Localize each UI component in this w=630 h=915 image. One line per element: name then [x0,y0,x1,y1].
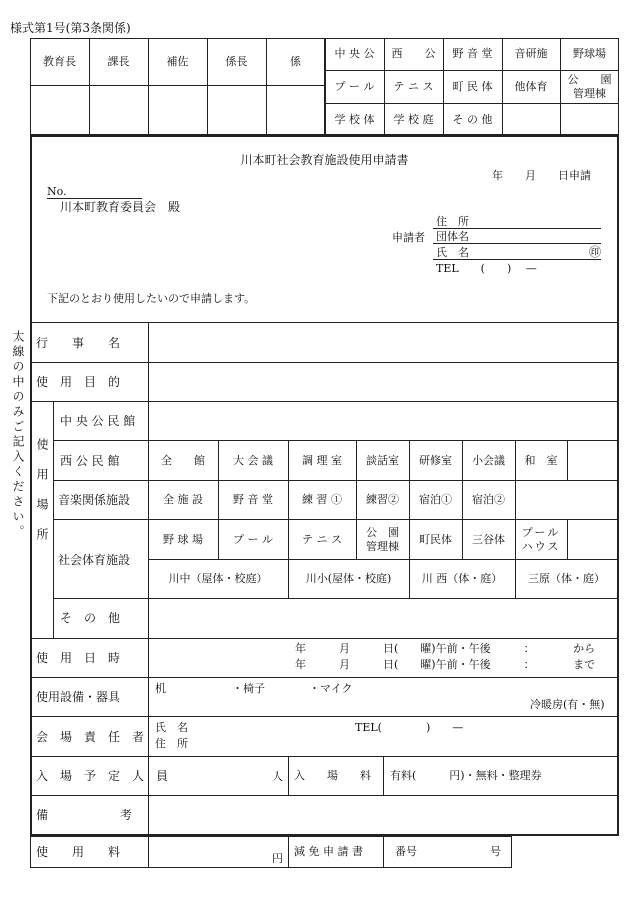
room-option[interactable]: 大 会 議 [233,454,273,467]
sports-option[interactable]: プール ハウス [521,526,561,553]
facility-cell: テ ニ ス [393,80,434,93]
manager-tel[interactable]: TEL( ) — [355,721,464,734]
facility-cell: 他体育 [514,80,548,93]
room-option[interactable]: 全 館 [161,454,205,467]
sports-option[interactable]: 町民体 [419,533,452,546]
attendees-label: 入 場 予 定 人 員 [36,769,169,783]
school-option[interactable]: 三原（体・庭） [528,572,605,585]
central-hall-field[interactable] [149,402,617,439]
waiver-label: 減 免 申 請 書 [294,845,363,858]
school-option[interactable]: 川中（屋体・校庭） [168,572,268,585]
fee-field[interactable] [149,837,287,867]
sports-option[interactable]: テ ニ ス [302,533,342,546]
applicant-name-field[interactable] [433,259,601,260]
facility-cell: 中 央 公 [334,47,375,60]
manager-name-label: 氏 名 [155,721,188,734]
record-number[interactable]: No. [47,185,67,198]
equipment-label: 使用設備・器具 [36,690,121,704]
place-label: 使用場所 [35,438,49,558]
sports-facility-label: 社会体育施設 [58,553,131,567]
school-option[interactable]: 川 西（体・庭） [421,572,503,585]
fee-unit: 円 [272,852,283,865]
other-place-label: そ の 他 [60,611,121,625]
facility-cell: 野 音 堂 [452,47,493,60]
room-option[interactable]: 宿泊② [472,493,505,506]
room-option[interactable]: 研修室 [419,454,452,467]
manager-label: 会 場 責 任 者 [36,730,145,744]
date-from[interactable]: 年 月 日( 曜)午前・午後 ： から [295,642,596,655]
facility-cell: プ ー ル [334,80,375,93]
central-hall-label: 中 央 公 民 館 [60,414,136,428]
apply-date[interactable]: 年 月 日申請 [492,169,591,182]
facility-cell: 音研施 [514,47,548,60]
facility-cell: 学 校 体 [334,113,375,126]
applicant-address-label: 住 所 [436,215,469,228]
approval-header: 係長 [225,55,248,68]
music-facility-label: 音楽関係施設 [58,493,131,507]
addressee: 川本町教育委員会 殿 [60,200,181,214]
date-to[interactable]: 年 月 日( 曜)午前・午後 ： まで [295,658,596,671]
event-name-label: 行 事 名 [36,336,121,350]
equipment-items[interactable]: 机 ・椅子 ・マイク [155,682,353,695]
sports-option[interactable]: プ ー ル [233,533,273,546]
aircon-option[interactable]: 冷暖房(有・無) [530,698,605,711]
other-place-field[interactable] [149,599,617,637]
form-title: 川本町社会教育施設使用申請書 [240,153,409,167]
waiver-number-unit: 号 [490,845,501,858]
applicant-label: 申請者 [392,231,425,244]
room-option[interactable]: 談話室 [366,454,399,467]
waiver-number-label: 番号 [395,845,417,858]
approval-header: 係 [290,55,301,68]
room-option[interactable]: 野 音 堂 [233,493,273,506]
room-option[interactable]: 練 習 ① [302,493,342,506]
manager-address-label: 住 所 [155,737,188,750]
school-option[interactable]: 川小(屋体・校庭) [305,572,392,585]
approval-header: 課長 [107,55,130,68]
applicant-group-label: 団体名 [436,230,469,243]
purpose-field[interactable] [149,363,617,400]
request-sentence: 下記のとおり使用したいので申請します。 [47,292,256,305]
facility-cell: 公 園 管理棟 [567,73,612,100]
entry-fee-options[interactable]: 有料( 円)・無料・整理券 [390,769,542,782]
facility-cell: 町 民 体 [452,80,493,93]
west-hall-label: 西 公 民 館 [60,454,120,468]
room-option[interactable]: 小会議 [472,454,505,467]
applicant-tel[interactable]: TEL ( ) — [436,262,537,275]
applicant-group-field[interactable] [433,243,601,244]
side-note: 太線の中のみご記入ください。 [11,330,25,540]
entry-fee-label: 入 場 料 [294,769,371,782]
room-option[interactable]: 練習② [366,493,399,506]
purpose-label: 使 用 目 的 [36,375,121,389]
applicant-address-field[interactable] [433,228,601,229]
facility-cell: 西 公 [391,47,436,60]
room-option[interactable]: 和 室 [524,454,558,467]
approval-header: 補佐 [166,55,189,68]
seal-mark: ㊞ [589,245,602,259]
approval-header: 教育長 [43,55,76,68]
remarks-label: 備 考 [36,808,133,822]
sports-option[interactable]: 三谷体 [472,533,505,546]
applicant-name-label: 氏 名 [436,246,469,259]
facility-cell: そ の 他 [452,113,493,126]
sports-option[interactable]: 野 球 場 [163,533,203,546]
room-option[interactable]: 全 施 設 [163,493,203,506]
remarks-field[interactable] [149,796,617,834]
fee-label: 使 用 料 [36,845,121,859]
room-option[interactable]: 調 理 室 [302,454,342,467]
date-label: 使 用 日 時 [36,651,121,665]
attendees-field[interactable] [149,757,287,794]
sports-option[interactable]: 公 園 管理棟 [366,526,399,553]
facility-cell: 学 校 庭 [393,113,434,126]
event-name-field[interactable] [149,323,617,361]
facility-cell: 野球場 [573,47,606,60]
form-number: 様式第1号(第3条関係) [10,21,131,35]
attendees-unit: 人 [272,770,283,783]
room-option[interactable]: 宿泊① [419,493,452,506]
